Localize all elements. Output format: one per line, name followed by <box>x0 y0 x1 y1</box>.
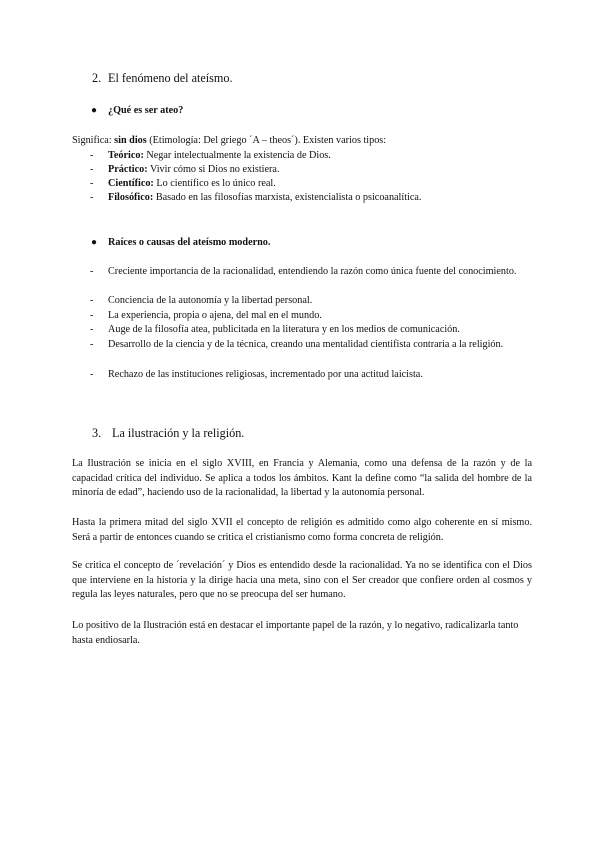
paragraph: Lo positivo de la Ilustración está en destacar el importante papel de la razón, y lo negativo, radicalizarla tanto hasta endiosarla. <box>72 620 519 646</box>
list-item <box>108 149 331 164</box>
significa-rest: (Etimología: Del griego ´A – theos´). Existen varios tipos: <box>146 135 387 146</box>
paragraph: Hasta la primera mitad del siglo XVII el concepto de religión es admitido como algo coherente en sí mismo. Será a partir de entonces cuando se critica el cristianismo como forma concreta de religión. <box>72 517 532 543</box>
list-item: Auge de la filosofía atea, publicitada en la literatura y en los medios de comunicación. <box>108 324 460 335</box>
bullet-icon: ● <box>91 105 98 116</box>
type-desc: Lo científico es lo único real. <box>153 178 276 189</box>
list-dash: - <box>90 178 94 189</box>
list-dash: - <box>90 310 94 321</box>
bullet-icon: ● <box>91 237 98 248</box>
section-3-number: 3. <box>92 426 102 440</box>
list-dash: - <box>90 324 94 335</box>
section-2-number: 2. <box>92 71 102 85</box>
list-item <box>108 177 276 192</box>
list-dash: - <box>90 150 94 161</box>
significa-line <box>72 134 386 149</box>
type-term: Práctico: <box>108 164 148 175</box>
paragraph: La Ilustración se inicia en el siglo XVIII, en Francia y Alemania, como una defensa de la razón y de la capacidad crítica del individuo. Se aplica a todos los ámbitos. Kant la define como “la salida del hombre de la minoría de edad”, haciendo uso de la racionalidad, la libertad y la autonomía personal. <box>72 458 532 498</box>
list-dash: - <box>90 295 94 306</box>
type-term: Teórico: <box>108 150 144 161</box>
list-item: Creciente importancia de la racionalidad, entendiendo la razón como única fuente del conocimiento. <box>108 266 517 277</box>
paragraph: Se critica el concepto de ´revelación´ y Dios es entendido desde la racionalidad. Ya no se identifica con el Dios que interviene en la historia y la dirige hacia una meta, sino con el Ser creador que confiere orden al cosmos y regula las leyes naturales, pero que no se preocupa del ser humano. <box>72 560 532 600</box>
section-3-title: La ilustración y la religión. <box>112 426 245 440</box>
list-dash: - <box>90 266 94 277</box>
type-term: Científico: <box>108 178 154 189</box>
type-desc: Vivir cómo si Dios no existiera. <box>147 164 280 175</box>
type-desc: Negar intelectualmente la existencia de Dios. <box>143 150 331 161</box>
list-item: La experiencia, propia o ajena, del mal en el mundo. <box>108 310 322 321</box>
list-item: Conciencia de la autonomía y la libertad personal. <box>108 295 313 306</box>
question-heading-ateo: ¿Qué es ser ateo? <box>108 105 184 116</box>
type-term: Filosófico: <box>108 192 154 203</box>
list-item: Rechazo de las instituciones religiosas, incrementado por una actitud laicista. <box>108 369 423 380</box>
list-dash: - <box>90 369 94 380</box>
list-item <box>108 191 421 206</box>
significa-bold: sin dios <box>114 135 147 146</box>
list-item <box>108 163 280 178</box>
list-dash: - <box>90 164 94 175</box>
type-desc: Basado en las filosofías marxista, existencialista o psicoanalítica. <box>153 192 422 203</box>
list-dash: - <box>90 192 94 203</box>
significa-prefix: Significa: <box>72 135 115 146</box>
list-dash: - <box>90 339 94 350</box>
section-2-title: El fenómeno del ateísmo. <box>108 71 233 85</box>
question-heading-raices: Raíces o causas del ateísmo moderno. <box>108 237 271 248</box>
list-item: Desarrollo de la ciencia y de la técnica, creando una mentalidad cientifista contraria a la religión. <box>108 339 504 350</box>
